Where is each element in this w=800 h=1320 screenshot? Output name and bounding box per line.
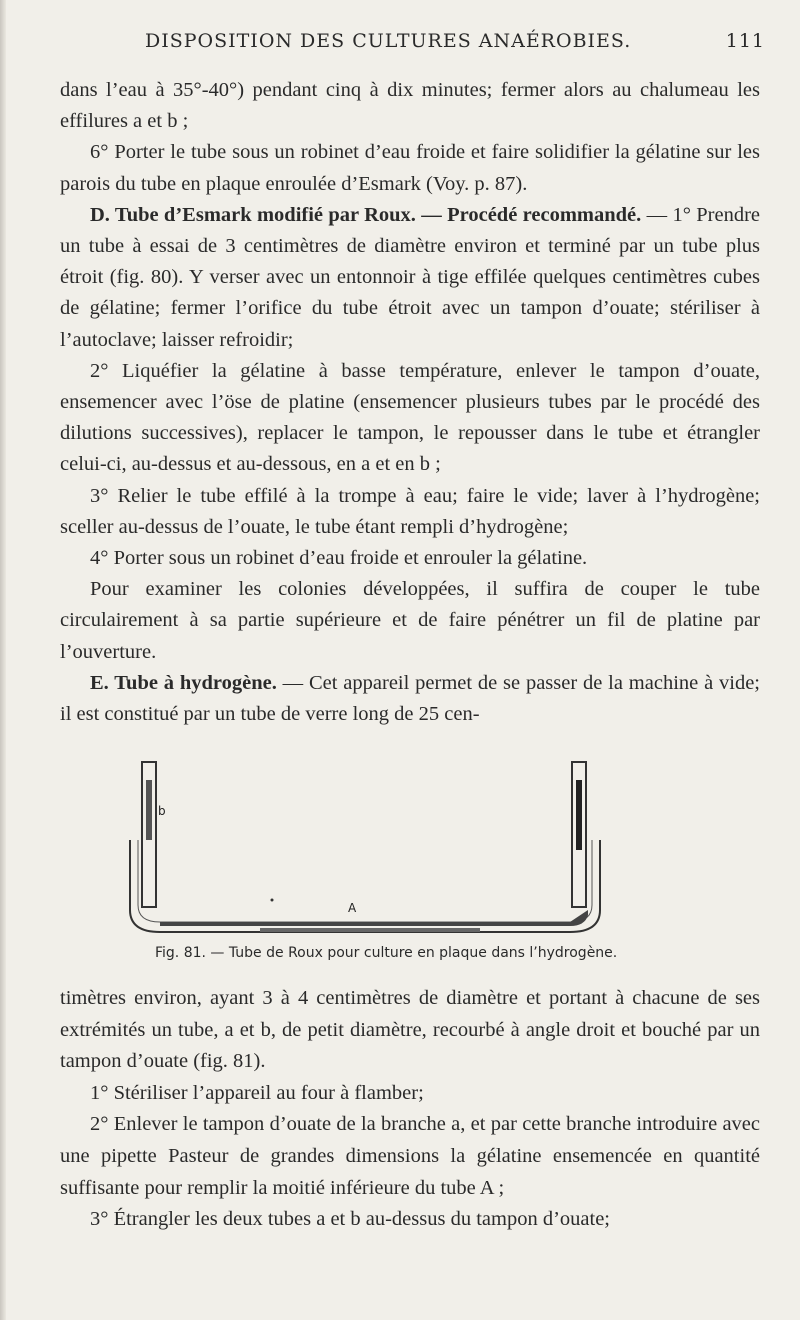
gelatin-layer <box>160 910 588 926</box>
paragraph <box>60 75 760 137</box>
body-text-top <box>60 75 760 730</box>
label-b: b <box>158 804 166 818</box>
page-number: 111 <box>725 30 765 52</box>
figure-roux-tube <box>100 760 700 960</box>
section-heading: D. Tube d’Esmark modifié par Roux. — Procédé recommandé. <box>90 203 642 226</box>
paragraph <box>60 574 760 668</box>
paragraph <box>60 137 760 199</box>
main-tube-inner <box>138 840 592 922</box>
paragraph-text: 3° Étrangler les deux tubes a et b au-dessus du tampon d’ouate; <box>90 1208 610 1231</box>
paragraph-text: — 1° Prendre un tube à essai de 3 centimètres de diamètre environ et terminé par un tube plus étroit (fig. 80). Y verser avec un entonnoir à tige effilée quelques centimètres cubes de gélatine; fermer l’orifice du tube étroit avec un tampon d’ouate; stériliser à l’autoclave; laisser refroidir; <box>60 203 760 351</box>
roux-tube-drawing <box>100 760 700 940</box>
paragraph-text: 2° Liquéfier la gélatine à basse température, enlever le tampon d’ouate, ensemencer avec l’öse de platine (ensemencer plusieurs tubes par le procédé des dilutions successives), replacer le tampon, le repousser dans le tube et étrangler celui-ci, au-dessus et au-dessous, en a et en b ; <box>60 359 760 476</box>
paragraph-text: 1° Stériliser l’appareil au four à flamber; <box>90 1081 424 1104</box>
cotton-plug-a <box>146 780 152 840</box>
paragraph <box>60 1078 760 1110</box>
gelatin-shading <box>260 928 480 932</box>
paragraph-text: 2° Enlever le tampon d’ouate de la branche a, et par cette branche introduire avec une pipette Pasteur de grandes dimensions la gélatine ensemencée en quantité suffisante pour remplir la moitié inférieure du tube A ; <box>60 1113 760 1199</box>
speck <box>271 899 274 902</box>
page-gutter-edge <box>0 0 6 1320</box>
paragraph <box>60 1109 760 1204</box>
paragraph-text: 6° Porter le tube sous un robinet d’eau froide et faire solidifier la gélatine sur les parois du tube en plaque enroulée d’Esmark (Voy. p. 87). <box>60 141 760 195</box>
running-title: DISPOSITION DES CULTURES ANAÉROBIES. <box>145 30 632 52</box>
paragraph-text: dans l’eau à 35°-40°) pendant cinq à dix minutes; fermer alors au chalumeau les effilures a et b ; <box>60 79 760 133</box>
figure-caption: Fig. 81. — Tube de Roux pour culture en plaque dans l’hydrogène. <box>155 945 618 961</box>
main-tube <box>130 840 600 932</box>
paragraph-text: 4° Porter sous un robinet d’eau froide et enrouler la gélatine. <box>90 547 588 570</box>
section-heading: E. Tube à hydrogène. <box>90 671 277 694</box>
paragraph <box>60 983 760 1078</box>
paragraph-text: 3° Relier le tube effilé à la trompe à eau; faire le vide; laver à l’hydrogène; sceller au-dessus de l’ouate, le tube étant rempli d’hydrogène; <box>60 484 760 538</box>
body-text-bottom <box>60 983 760 1236</box>
paragraph <box>60 668 760 730</box>
paragraph <box>60 356 760 481</box>
running-head <box>145 30 765 60</box>
paragraph <box>60 200 760 356</box>
cotton-plug-b <box>576 780 582 850</box>
paragraph <box>60 1204 760 1236</box>
paragraph-text: timètres environ, ayant 3 à 4 centimètres de diamètre et portant à chacune de ses extrémités un tube, a et b, de petit diamètre, recourbé à angle droit et bouché par un tampon d’ouate (fig. 81). <box>60 987 760 1073</box>
paragraph-text: Pour examiner les colonies développées, il suffira de couper le tube circulairement à sa partie supérieure et de faire pénétrer un fil de platine par l’ouverture. <box>60 578 760 663</box>
label-A: A <box>348 901 357 915</box>
paragraph <box>60 481 760 543</box>
paragraph-text: — Cet appareil permet de se passer de la machine à vide; il est constitué par un tube de verre long de 25 cen- <box>60 671 760 726</box>
paragraph <box>60 543 760 574</box>
